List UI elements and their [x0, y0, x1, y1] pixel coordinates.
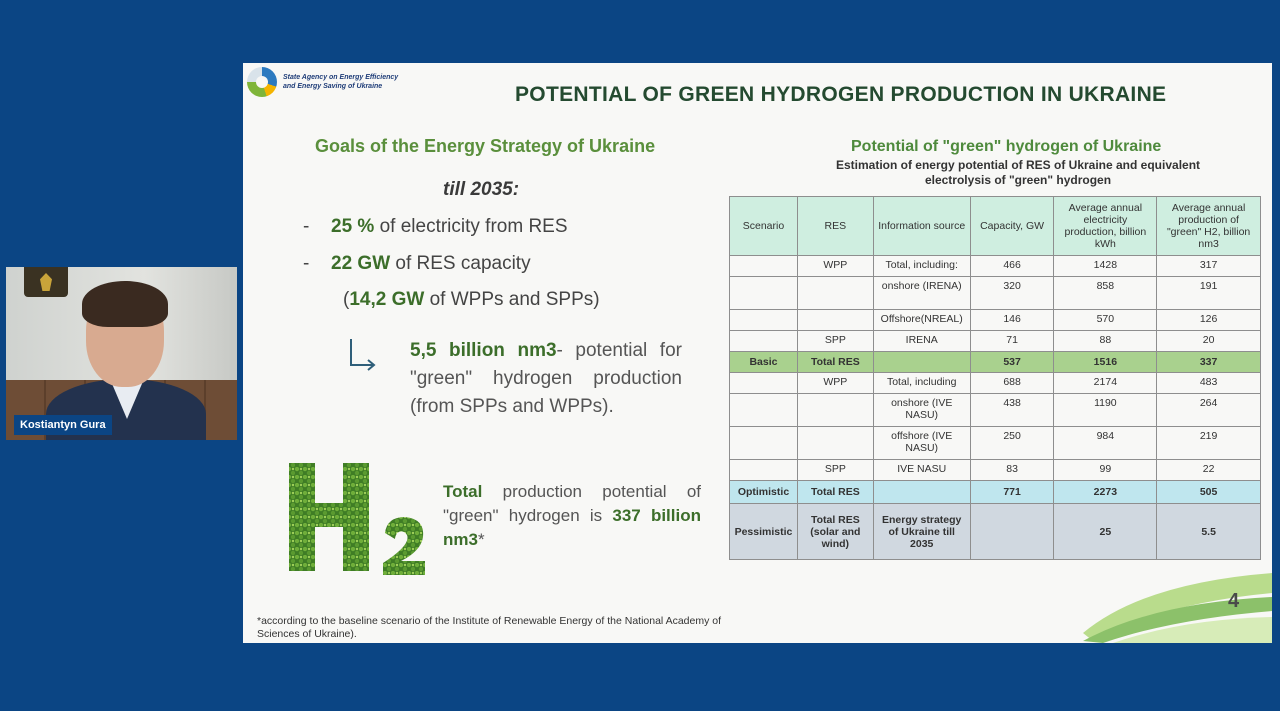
table-cell: 505 [1157, 481, 1261, 504]
table-cell: onshore (IVE NASU) [873, 394, 970, 427]
table-cell: 984 [1054, 427, 1157, 460]
table-cell: 191 [1157, 277, 1261, 310]
table-cell: 250 [970, 427, 1054, 460]
table-row [730, 427, 1261, 460]
arrow-down-right-icon [347, 337, 377, 371]
table-cell: 1190 [1054, 394, 1157, 427]
table-cell: WPP [797, 256, 873, 277]
table-cell [970, 504, 1054, 560]
table-cell: offshore (IVE NASU) [873, 427, 970, 460]
table-cell: 570 [1054, 310, 1157, 331]
table-cell: 320 [970, 277, 1054, 310]
slide-title: POTENTIAL OF GREEN HYDROGEN PRODUCTION IN UKRAINE [515, 83, 1167, 106]
bullet-electricity: - 25 % of electricity from RES [303, 216, 568, 237]
table-cell: Energy strategy of Ukraine till 2035 [873, 504, 970, 560]
table-cell: Total RES [797, 481, 873, 504]
table-cell [873, 481, 970, 504]
table-cell: onshore (IRENA) [873, 277, 970, 310]
table-cell: 264 [1157, 394, 1261, 427]
table-cell: SPP [797, 460, 873, 481]
table-cell [730, 394, 798, 427]
table-cell: 88 [1054, 331, 1157, 352]
decorative-wave [1083, 563, 1272, 643]
table-row [730, 481, 1261, 504]
hydrogen-potential-table [729, 196, 1261, 560]
shared-slide [243, 63, 1272, 643]
table-cell: 22 [1157, 460, 1261, 481]
table-cell: 20 [1157, 331, 1261, 352]
header-electricity: Average annual electricity production, billion kWh [1054, 197, 1157, 256]
table-subheading: Estimation of energy potential of RES of Ukraine and equivalent electrolysis of "green" hydrogen [835, 158, 1201, 187]
goals-heading: Goals of the Energy Strategy of Ukraine [315, 136, 656, 156]
hydrogen-potential-text: 5,5 billion nm3- potential for "green" hydrogen production (from SPPs and WPPs). [410, 340, 682, 417]
table-row [730, 310, 1261, 331]
table-row [730, 277, 1261, 310]
table-cell: 771 [970, 481, 1054, 504]
table-row [730, 352, 1261, 373]
table-cell: IVE NASU [873, 460, 970, 481]
bullet-capacity-detail: (14,2 GW of WPPs and SPPs) [343, 289, 600, 310]
table-cell [797, 310, 873, 331]
bullet-capacity: - 22 GW of RES capacity [303, 253, 531, 274]
table-cell [730, 331, 798, 352]
table-cell: 99 [1054, 460, 1157, 481]
table-cell: Total RES (solar and wind) [797, 504, 873, 560]
table-cell: SPP [797, 331, 873, 352]
table-cell: Basic [730, 352, 798, 373]
table-cell [730, 373, 798, 394]
agency-name: State Agency on Energy Efficiency and Energy Saving of Ukraine [283, 74, 399, 90]
table-row [730, 373, 1261, 394]
table-cell: 71 [970, 331, 1054, 352]
header-source: Information source [873, 197, 970, 256]
table-cell [730, 256, 798, 277]
table-cell [797, 427, 873, 460]
agency-logo-icon [247, 67, 277, 97]
table-cell: 438 [970, 394, 1054, 427]
table-cell: 537 [970, 352, 1054, 373]
table-cell: 126 [1157, 310, 1261, 331]
table-cell: 83 [970, 460, 1054, 481]
table-cell: 483 [1157, 373, 1261, 394]
page-number: 4 [1228, 590, 1240, 612]
header-scenario: Scenario [730, 197, 798, 256]
table-cell: 219 [1157, 427, 1261, 460]
table-row [730, 460, 1261, 481]
table-row [730, 256, 1261, 277]
table-cell [873, 352, 970, 373]
table-header-row [730, 197, 1261, 256]
table-cell: 858 [1054, 277, 1157, 310]
header-capacity: Capacity, GW [970, 197, 1054, 256]
table-cell: Total, including [873, 373, 970, 394]
till-year: till 2035: [443, 179, 520, 200]
table-row [730, 331, 1261, 352]
table-cell: WPP [797, 373, 873, 394]
table-cell: 1428 [1054, 256, 1157, 277]
table-cell: 5.5 [1157, 504, 1261, 560]
table-heading: Potential of "green" hydrogen of Ukraine [851, 138, 1162, 155]
total-potential-text: Total production potential of "green" hydrogen is 337 billion nm3* [443, 482, 701, 549]
table-cell [797, 277, 873, 310]
table-cell [797, 394, 873, 427]
table-cell [730, 277, 798, 310]
table-cell: 146 [970, 310, 1054, 331]
coat-of-arms-icon [24, 267, 68, 297]
table-cell [730, 460, 798, 481]
header-res: RES [797, 197, 873, 256]
table-cell [730, 427, 798, 460]
table-cell: Offshore(NREAL) [873, 310, 970, 331]
table-cell: 25 [1054, 504, 1157, 560]
participant-video-tile[interactable] [6, 267, 237, 440]
table-cell: 337 [1157, 352, 1261, 373]
h2-leaf-graphic [287, 459, 433, 579]
participant-name-tag: Kostiantyn Gura [14, 415, 112, 435]
table-cell: 2174 [1054, 373, 1157, 394]
table-row [730, 394, 1261, 427]
footnote: *according to the baseline scenario of the Institute of Renewable Energy of the National Academy of Sciences of Ukraine). [257, 615, 722, 640]
table-cell: IRENA [873, 331, 970, 352]
table-cell [730, 310, 798, 331]
table-cell: 688 [970, 373, 1054, 394]
table-cell: Optimistic [730, 481, 798, 504]
table-cell: Total, including: [873, 256, 970, 277]
table-cell: 1516 [1054, 352, 1157, 373]
table-cell: Total RES [797, 352, 873, 373]
table-cell: 466 [970, 256, 1054, 277]
table-row [730, 504, 1261, 560]
table-cell: Pessimistic [730, 504, 798, 560]
table-cell: 2273 [1054, 481, 1157, 504]
participant-hair [82, 281, 168, 327]
header-hydrogen: Average annual production of "green" H2, billion nm3 [1157, 197, 1261, 256]
table-cell: 317 [1157, 256, 1261, 277]
